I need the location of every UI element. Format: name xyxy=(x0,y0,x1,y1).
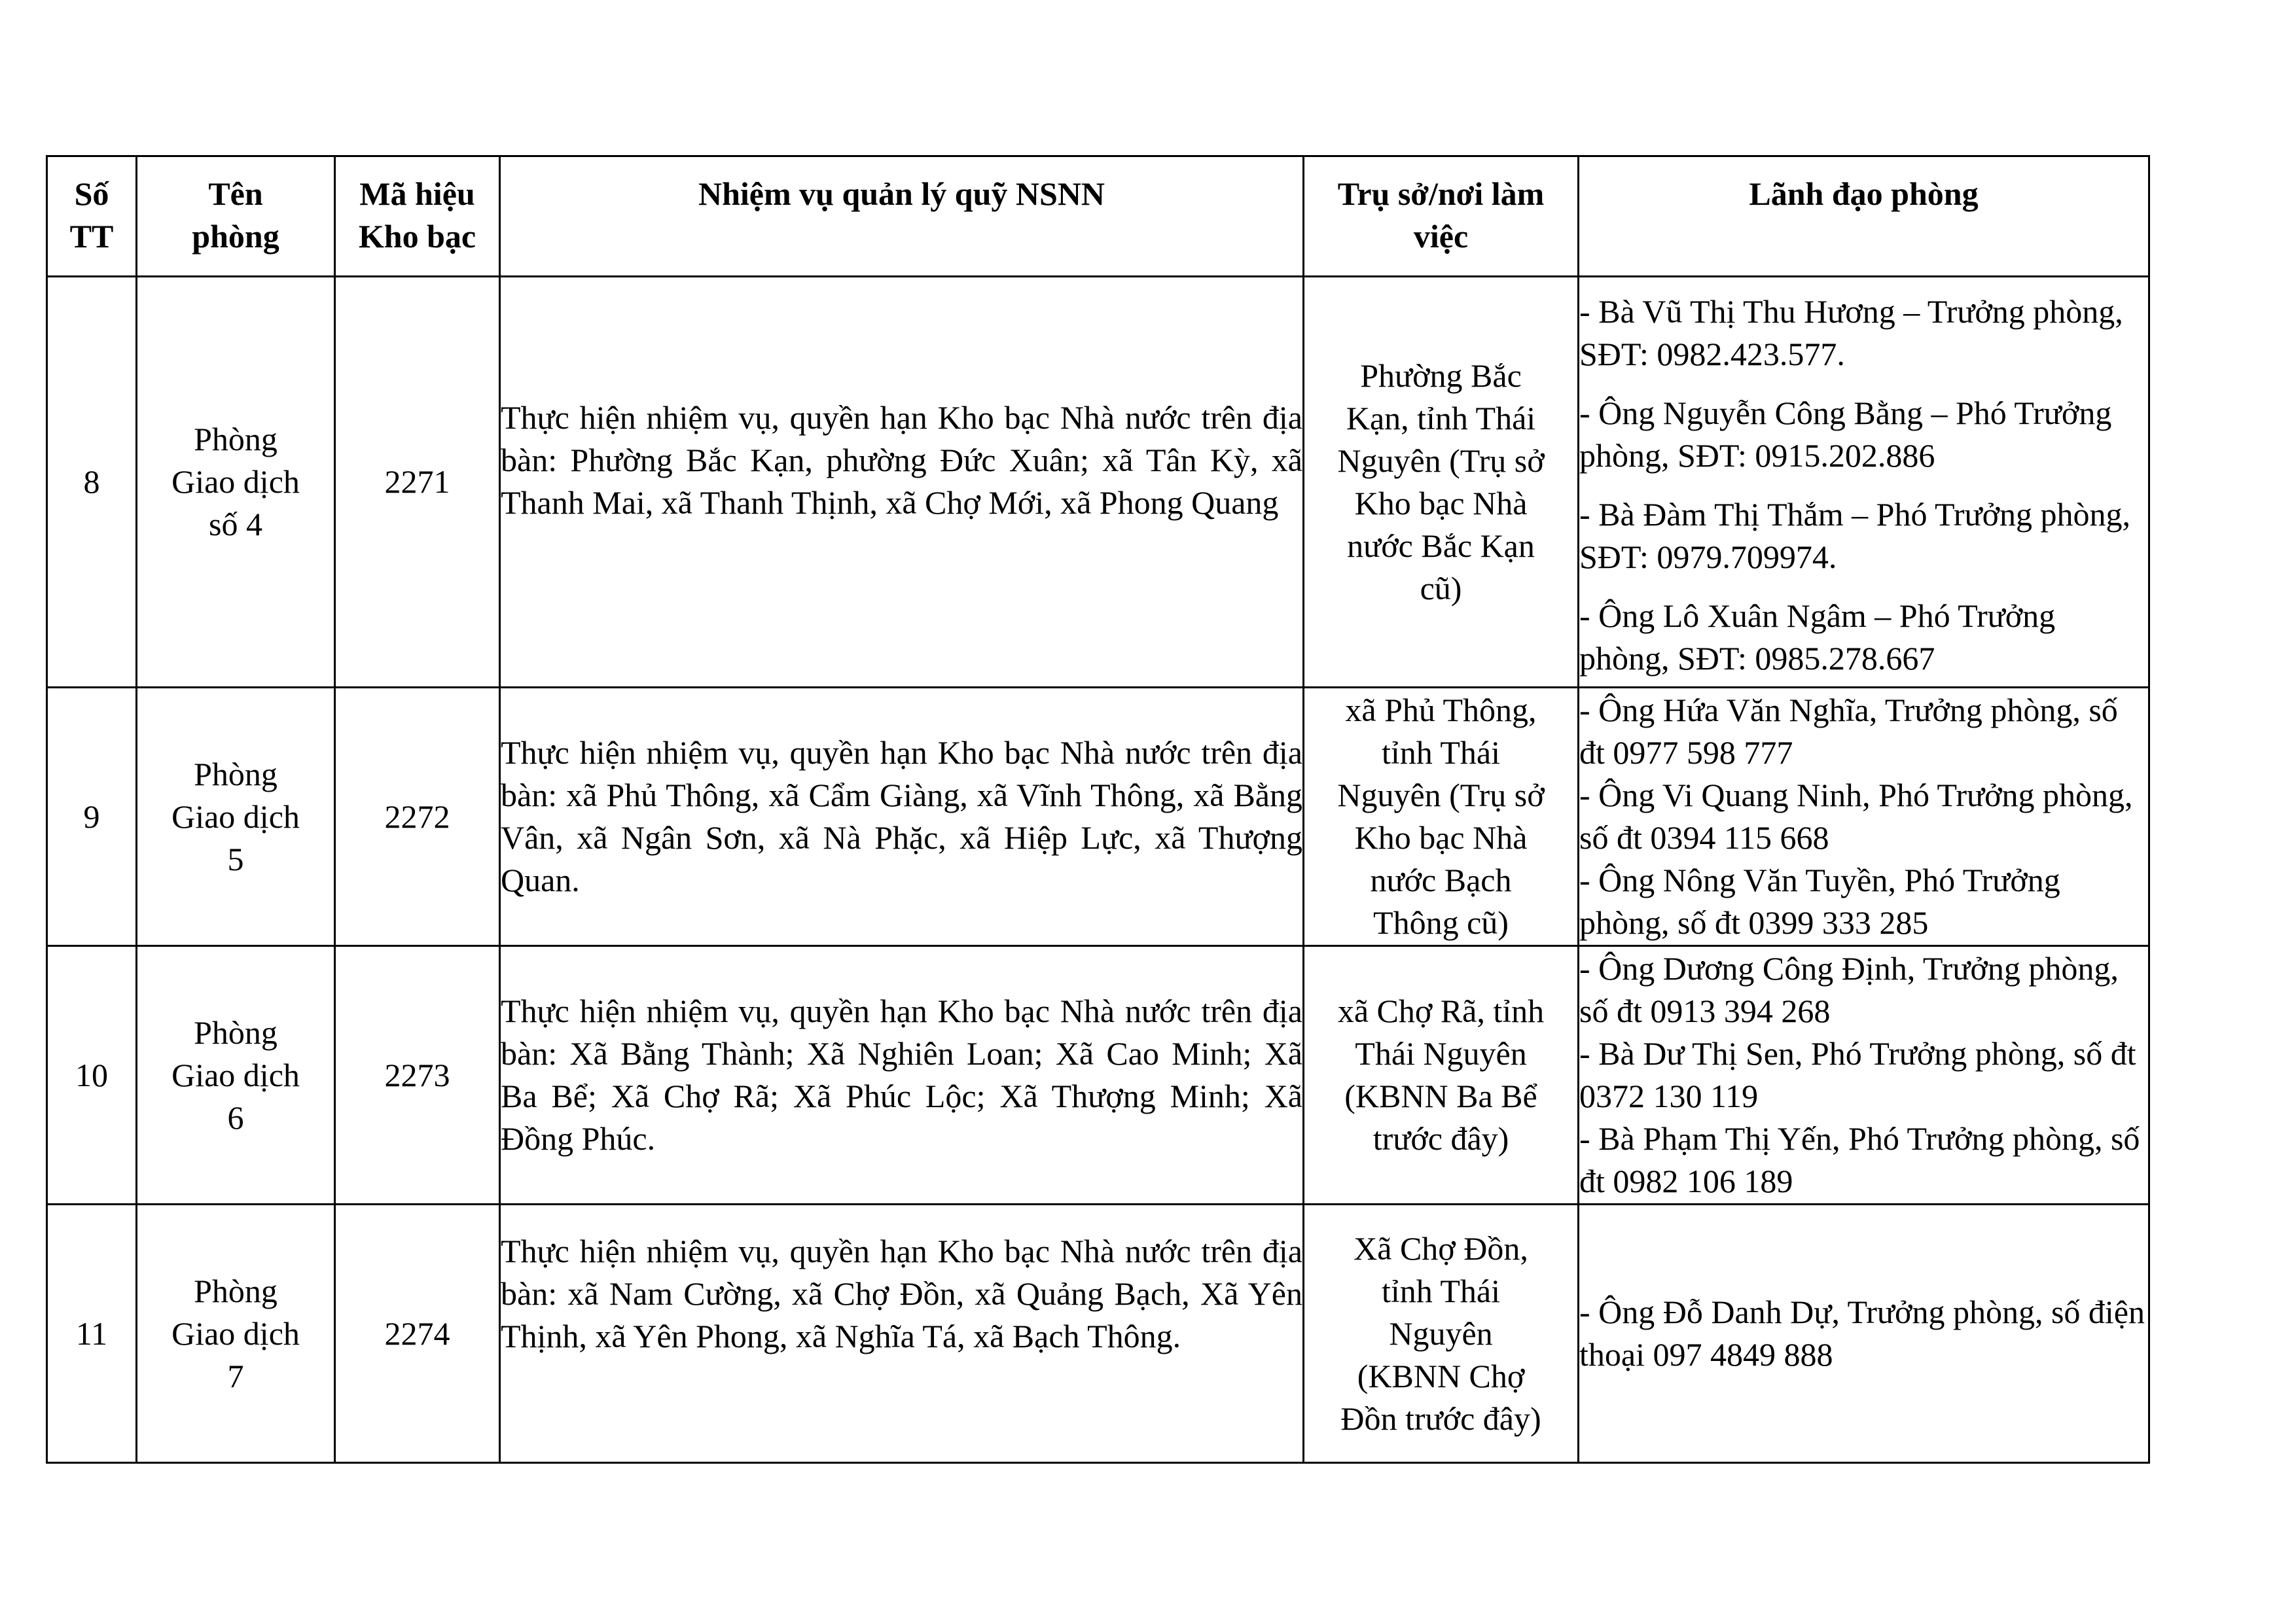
row-task: Thực hiện nhiệm vụ, quyền hạn Kho bạc Nhà nước trên địa bàn: xã Nam Cường, xã Chợ Đồn, xã Quảng Bạch, Xã Yên Thịnh, xã Yên Phong, xã Nghĩa Tá, xã Bạch Thông. xyxy=(500,1205,1304,1463)
leader-item: - Bà Phạm Thị Yến, Phó Trưởng phòng, số đt 0982 106 189 xyxy=(1579,1120,2140,1199)
row-stt: 8 xyxy=(47,277,137,688)
header-stt: Số TT xyxy=(47,156,137,277)
leader-item: - Ông Lô Xuân Ngâm – Phó Trưởng phòng, SĐT: 0985.278.667 xyxy=(1579,597,2056,677)
header-lead: Lãnh đạo phòng xyxy=(1579,156,2149,277)
row-task: Thực hiện nhiệm vụ, quyền hạn Kho bạc Nhà nước trên địa bàn: Xã Bằng Thành; Xã Nghiên Loan; Xã Cao Minh; Xã Ba Bể; Xã Chợ Rã; Xã Phúc Lộc; Xã Thượng Minh; Xã Đồng Phúc. xyxy=(500,946,1304,1205)
row-code: 2273 xyxy=(335,946,500,1205)
row-name: Phòng Giao dịch số 4 xyxy=(137,277,335,688)
row-office: Xã Chợ Đồn, tỉnh Thái Nguyên (KBNN Chợ Đồn trước đây) xyxy=(1304,1205,1579,1463)
row-leaders xyxy=(1579,688,2149,946)
header-name: Tên phòng xyxy=(137,156,335,277)
treasury-office-table xyxy=(46,155,2150,1464)
row-office: xã Chợ Rã, tỉnh Thái Nguyên (KBNN Ba Bể trước đây) xyxy=(1304,946,1579,1205)
row-task: Thực hiện nhiệm vụ, quyền hạn Kho bạc Nhà nước trên địa bàn: Phường Bắc Kạn, phường Đức Xuân; xã Tân Kỳ, xã Thanh Mai, xã Thanh Thịnh, xã Chợ Mới, xã Phong Quang xyxy=(500,277,1304,688)
leader-item: - Ông Vi Quang Ninh, Phó Trưởng phòng, số đt 0394 115 668 xyxy=(1579,777,2133,856)
leader-item: - Bà Vũ Thị Thu Hương – Trưởng phòng, SĐT: 0982.423.577. xyxy=(1579,293,2123,372)
leader-item: - Ông Nguyễn Công Bằng – Phó Trưởng phòng, SĐT: 0915.202.886 xyxy=(1579,395,2112,474)
table-row xyxy=(47,688,2149,946)
header-row xyxy=(47,156,2149,277)
table-row xyxy=(47,277,2149,688)
header-office: Trụ sở/nơi làm việc xyxy=(1304,156,1579,277)
table-row xyxy=(47,946,2149,1205)
row-code: 2274 xyxy=(335,1205,500,1463)
row-office: Phường Bắc Kạn, tỉnh Thái Nguyên (Trụ sở Kho bạc Nhà nước Bắc Kạn cũ) xyxy=(1304,277,1579,688)
leader-item: - Ông Đỗ Danh Dự, Trưởng phòng, số điện thoại 097 4849 888 xyxy=(1579,1294,2145,1373)
row-leaders xyxy=(1579,277,2149,688)
leader-item: - Ông Hứa Văn Nghĩa, Trưởng phòng, số đt 0977 598 777 xyxy=(1579,692,2118,771)
leader-item: - Bà Dư Thị Sen, Phó Trưởng phòng, số đt 0372 130 119 xyxy=(1579,1035,2136,1114)
row-office: xã Phủ Thông, tỉnh Thái Nguyên (Trụ sở Kho bạc Nhà nước Bạch Thông cũ) xyxy=(1304,688,1579,946)
row-task: Thực hiện nhiệm vụ, quyền hạn Kho bạc Nhà nước trên địa bàn: xã Phủ Thông, xã Cẩm Giàng, xã Vĩnh Thông, xã Bằng Vân, xã Ngân Sơn, xã Nà Phặc, xã Hiệp Lực, xã Thượng Quan. xyxy=(500,688,1304,946)
leader-item: - Ông Dương Công Định, Trưởng phòng, số đt 0913 394 268 xyxy=(1579,950,2119,1029)
leader-item: - Bà Đàm Thị Thắm – Phó Trưởng phòng, SĐT: 0979.709974. xyxy=(1579,496,2131,575)
row-stt: 10 xyxy=(47,946,137,1205)
row-leaders xyxy=(1579,1205,2149,1463)
header-code: Mã hiệu Kho bạc xyxy=(335,156,500,277)
row-leaders xyxy=(1579,946,2149,1205)
header-task: Nhiệm vụ quản lý quỹ NSNN xyxy=(500,156,1304,277)
row-stt: 9 xyxy=(47,688,137,946)
leader-item: - Ông Nông Văn Tuyền, Phó Trưởng phòng, số đt 0399 333 285 xyxy=(1579,862,2060,941)
row-stt: 11 xyxy=(47,1205,137,1463)
row-name: Phòng Giao dịch 7 xyxy=(137,1205,335,1463)
row-code: 2272 xyxy=(335,688,500,946)
row-name: Phòng Giao dịch 5 xyxy=(137,688,335,946)
row-code: 2271 xyxy=(335,277,500,688)
table-row xyxy=(47,1205,2149,1463)
row-name: Phòng Giao dịch 6 xyxy=(137,946,335,1205)
